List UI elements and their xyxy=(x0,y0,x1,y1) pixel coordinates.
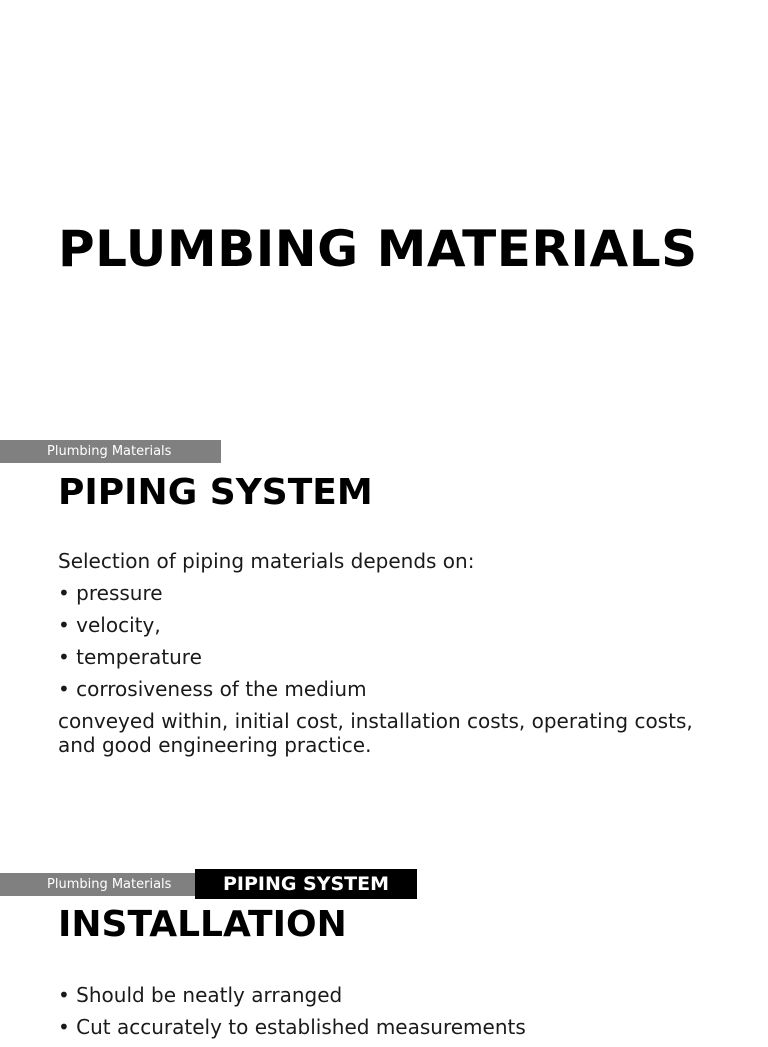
installation-body xyxy=(58,983,718,1047)
section-title-piping-system: PIPING SYSTEM xyxy=(58,472,373,513)
bullet-item: • pressure xyxy=(58,581,163,605)
continuation-text: conveyed within, initial cost, installation costs, operating costs, and good engineering practice. xyxy=(58,709,693,757)
piping-system-body xyxy=(58,549,718,757)
section-tag: Plumbing Materials xyxy=(0,873,196,896)
section-tag: Plumbing Materials xyxy=(0,440,221,463)
section-title-installation: INSTALLATION xyxy=(58,904,347,945)
bullet-item: • corrosiveness of the medium xyxy=(58,677,367,701)
bullet-item: • Should be neatly arranged xyxy=(58,983,343,1007)
subsection-tag: PIPING SYSTEM xyxy=(195,869,417,899)
intro-text: Selection of piping materials depends on: xyxy=(58,549,475,573)
bullet-item: • temperature xyxy=(58,645,202,669)
main-title: PLUMBING MATERIALS xyxy=(58,220,698,278)
bullet-item: • velocity, xyxy=(58,613,161,637)
bullet-item: • Cut accurately to established measurements xyxy=(58,1015,526,1039)
